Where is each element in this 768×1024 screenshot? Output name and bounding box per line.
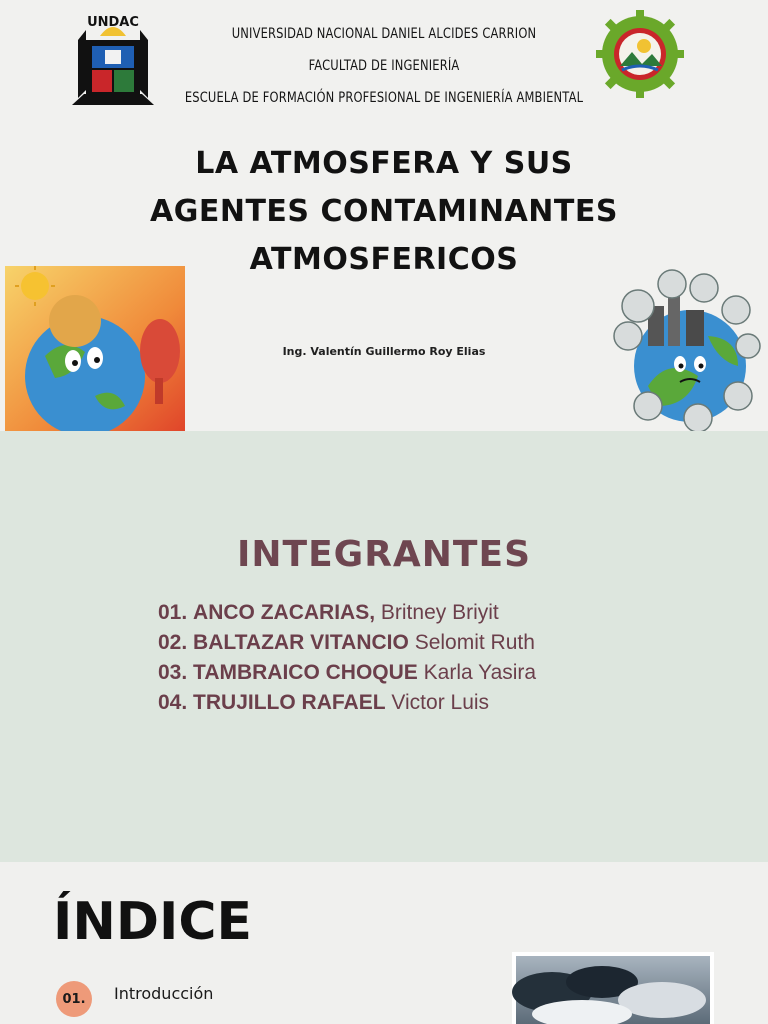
undac-logo-text: UNDAC xyxy=(87,15,139,30)
member-item xyxy=(158,661,536,685)
member-number: 01. xyxy=(158,601,188,624)
polluted-earth-cartoon xyxy=(608,266,764,431)
university-name: UNIVERSIDAD NACIONAL DANIEL ALCIDES CARRION xyxy=(231,26,537,42)
index-number-badge: 01. xyxy=(56,981,92,1017)
title-line-1: LA ATMOSFERA Y SUS xyxy=(195,146,573,181)
smokestack-pollution-photo xyxy=(512,952,714,1024)
member-given-name: Britney Briyit xyxy=(380,601,499,624)
index-slide xyxy=(0,862,768,1024)
index-item-label: Introducción xyxy=(114,984,214,1003)
member-given-name: Victor Luis xyxy=(391,691,490,714)
member-surname: ANCO ZACARIAS, xyxy=(193,601,376,624)
member-item xyxy=(158,631,535,655)
engineer-name: Ing. Valentín Guillermo Roy Elias xyxy=(282,345,486,358)
member-number: 02. xyxy=(158,631,188,654)
title-line-2: AGENTES CONTAMINANTES xyxy=(150,194,618,229)
title-line-3: ATMOSFERICOS xyxy=(249,242,519,277)
faculty-name: FACULTAD DE INGENIERÍA xyxy=(308,58,460,74)
index-title: ÍNDICE xyxy=(53,892,253,952)
member-item xyxy=(158,691,489,715)
school-name: ESCUELA DE FORMACIÓN PROFESIONAL DE INGENIERÍA AMBIENTAL xyxy=(184,90,584,106)
engineering-gear-logo xyxy=(596,10,684,98)
member-surname: TAMBRAICO CHOQUE xyxy=(193,661,418,684)
members-title: INTEGRANTES xyxy=(236,534,531,575)
sweating-earth-cartoon xyxy=(5,266,185,431)
member-surname: TRUJILLO RAFAEL xyxy=(193,691,386,714)
member-item xyxy=(158,601,499,625)
member-number: 03. xyxy=(158,661,188,684)
member-number: 04. xyxy=(158,691,188,714)
members-slide xyxy=(0,431,768,862)
member-surname: BALTAZAR VITANCIO xyxy=(193,631,409,654)
member-given-name: Karla Yasira xyxy=(423,661,537,684)
member-given-name: Selomit Ruth xyxy=(414,631,535,654)
cover-slide xyxy=(0,0,768,431)
